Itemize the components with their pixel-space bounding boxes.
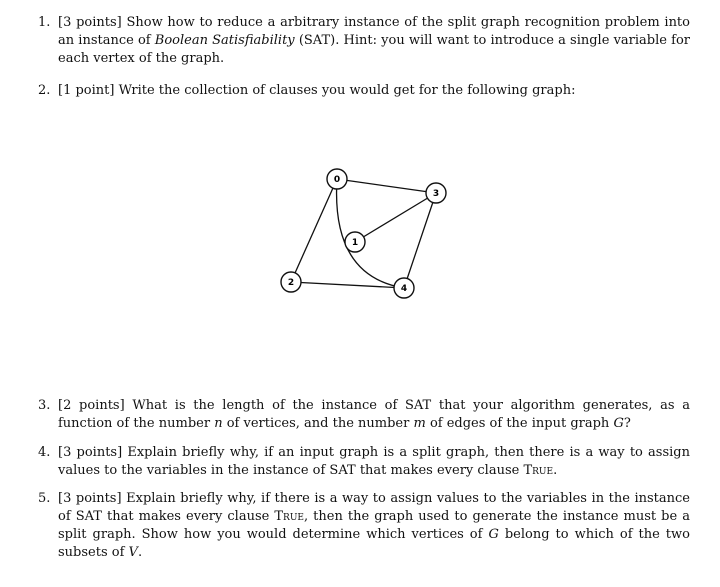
question-number: 2. <box>38 83 51 98</box>
question-2 <box>38 82 690 100</box>
question-body <box>58 14 690 68</box>
graph-node-label-2: 2 <box>287 278 295 289</box>
variable-g: G <box>488 527 499 542</box>
question-points: [1 point] <box>58 83 115 98</box>
question-text: of vertices, and the number <box>226 416 410 431</box>
question-number: 4. <box>38 445 51 460</box>
question-text: (SAT). Hint: you will want to introduce a single variable for each vertex of the graph. <box>58 33 690 66</box>
question-points: [3 points] <box>58 15 122 30</box>
question-number: 1. <box>38 15 51 30</box>
question-text: Write the collection of clauses you would get for the following graph: <box>118 83 576 98</box>
question-text: Show how to reduce a arbitrary instance of the split graph recognition problem into an instance of <box>58 15 690 48</box>
graph-edge-3-4 <box>404 193 436 288</box>
graph-figure <box>270 155 470 305</box>
true-keyword: True <box>523 463 554 478</box>
variable-g: G <box>613 416 624 431</box>
graph-edge-1-3 <box>355 193 436 242</box>
true-keyword: True <box>274 509 304 524</box>
question-number: 3. <box>38 398 51 413</box>
question-text: Explain briefly why, if an input graph is a split graph, then there is a way to assign values to the variables in the instance of SAT that makes every clause <box>58 445 691 478</box>
question-text: ? <box>623 416 631 431</box>
variable-v: V <box>128 545 138 560</box>
question-text: of edges of the input graph <box>429 416 610 431</box>
question-text: . <box>137 545 143 560</box>
question-text: What is the length of the instance of SAT that your algorithm generates, as a function of the number <box>58 398 690 431</box>
question-points: [3 points] <box>58 445 123 460</box>
graph-edge-0-3 <box>337 179 436 193</box>
graph-node-label-4: 4 <box>400 284 408 295</box>
question-1 <box>38 14 690 68</box>
question-body <box>58 490 690 562</box>
variable-m: m <box>413 416 426 431</box>
graph-edge-2-4 <box>291 282 404 288</box>
question-text: . <box>553 463 558 478</box>
question-4 <box>38 444 690 480</box>
question-body <box>58 82 690 100</box>
question-text: Explain briefly why, if there is a way to assign values to the variables in the instance of SAT that makes every clause <box>58 491 690 524</box>
question-5 <box>38 490 690 562</box>
question-3 <box>38 397 690 433</box>
variable-n: n <box>214 416 223 431</box>
question-text: , then the graph used to generate the instance must be a split graph. Show how you would determine which vertices of <box>58 509 690 542</box>
question-number: 5. <box>38 491 51 506</box>
question-text: belong to which of the two subsets of <box>58 527 690 560</box>
graph-edge-0-2 <box>291 179 337 282</box>
question-body <box>58 397 690 433</box>
graph-node-label-0: 0 <box>333 175 341 186</box>
graph-node-label-1: 1 <box>351 238 359 249</box>
question-points: [2 points] <box>58 398 125 413</box>
question-points: [3 points] <box>58 491 122 506</box>
question-body <box>58 444 690 480</box>
emphasis-text: Boolean Satisfiability <box>154 33 295 48</box>
graph-node-label-3: 3 <box>432 189 440 200</box>
